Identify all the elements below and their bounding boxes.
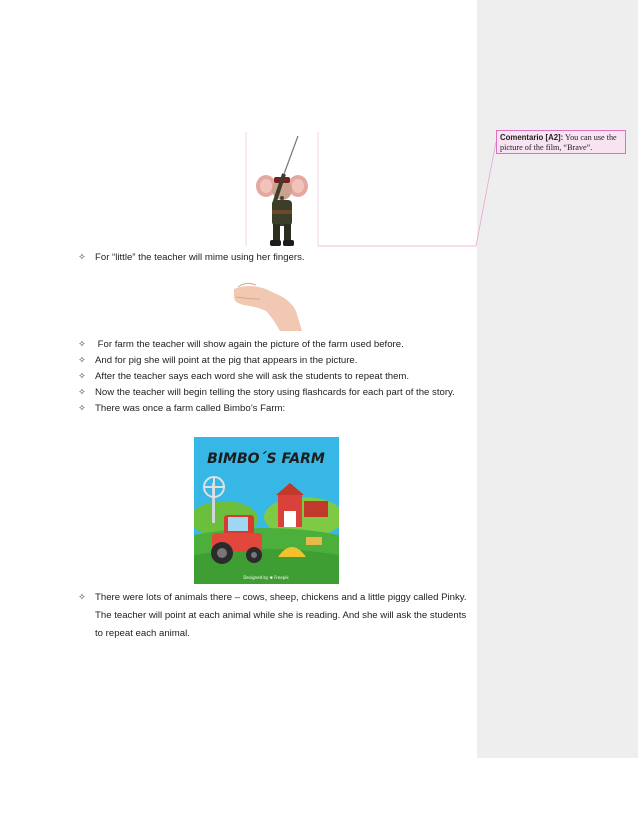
comment-author: Comentario [A2]: [500,133,564,142]
comment-pane [477,0,638,758]
list-item [78,591,467,605]
bullet-icon: ✧ [78,355,87,366]
farm-image-title: BIMBO´S FARM [207,451,325,467]
bullet-icon: ✧ [78,252,87,263]
list-item [78,386,455,400]
mouse-character-image [254,134,310,248]
list-item [78,338,404,352]
bullet-icon: ✧ [78,403,87,414]
comment-balloon[interactable] [496,130,626,154]
list-item-text: There was once a farm called Bimbo’s Farm: [95,403,286,414]
list-item-text: For “little” the teacher will mime using her fingers. [95,252,305,263]
bullet-icon: ✧ [78,371,87,382]
list-item-text: There were lots of animals there – cows, sheep, chickens and a little piggy called Pinky. [95,592,467,603]
bimbos-farm-image [194,437,339,584]
list-item [78,402,285,416]
list-item-continuation: The teacher will point at each animal while she is reading. And she will ask the students [95,610,467,621]
list-item [78,354,357,368]
list-item [78,370,409,384]
list-item-text: After the teacher says each word she will ask the students to repeat them. [95,371,410,382]
list-item-continuation: to repeat each animal. [95,628,190,639]
farm-image-credit: Designed by ✱ Freepik [243,575,289,580]
pinch-hand-image [230,277,304,331]
list-item [78,251,305,265]
list-item-text: For farm the teacher will show again the picture of the farm used before. [95,339,404,350]
list-item-text: Now the teacher will begin telling the story using flashcards for each part of the story. [95,387,455,398]
bullet-icon: ✧ [78,592,87,603]
bullet-icon: ✧ [78,339,87,350]
list-item-text: And for pig she will point at the pig that appears in the picture. [95,355,358,366]
comment-text: You can use the picture of the film, “Brave”. [500,133,617,152]
bullet-icon: ✧ [78,387,87,398]
